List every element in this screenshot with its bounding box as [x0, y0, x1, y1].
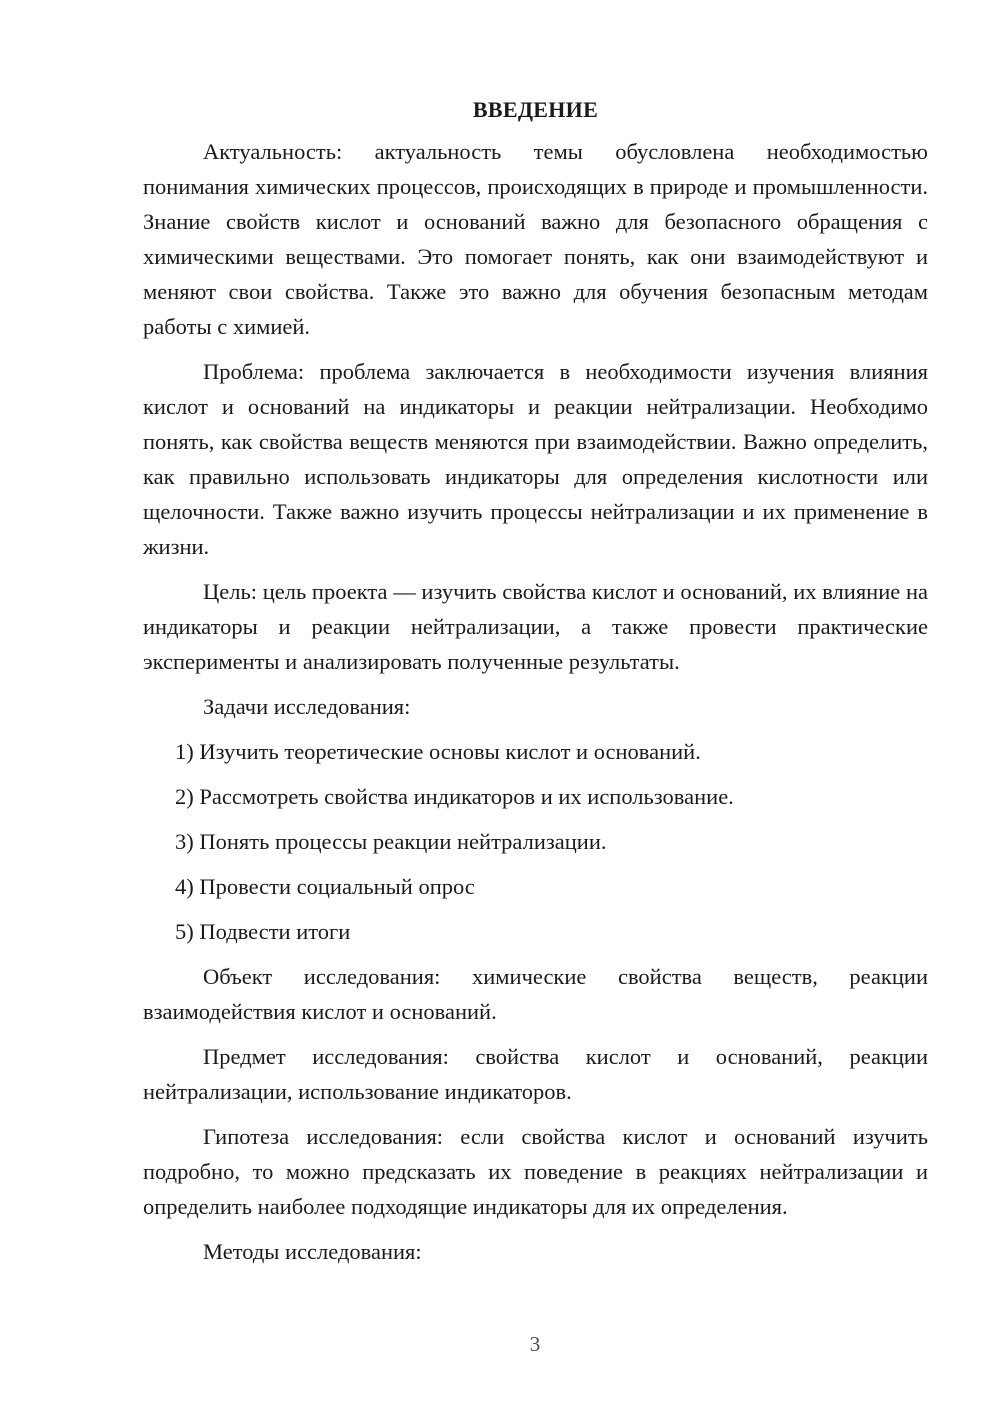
tasks-list [143, 734, 928, 949]
section-title: ВВЕДЕНИЕ [472, 97, 599, 122]
task-item: 2) Рассмотреть свойства индикаторов и их использование. [175, 784, 734, 809]
tasks-heading: Задачи исследования: [203, 694, 411, 719]
task-item: 1) Изучить теоретические основы кислот и оснований. [175, 739, 701, 764]
relevance-paragraph: Актуальность: актуальность темы обусловлена необходимостью понимания химических процессов, происходящих в природе и промышленности. Знание свойств кислот и оснований важно для безопасного обращения с химическими веществами. Это помогает понять, как они взаимодействуют и меняют свои свойства. Также это важно для обучения безопасным методам работы с химией. [143, 139, 928, 339]
task-item: 4) Провести социальный опрос [175, 874, 475, 899]
problem-paragraph: Проблема: проблема заключается в необходимости изучения влияния кислот и оснований на индикаторы и реакции нейтрализации. Необходимо понять, как свойства веществ меняются при взаимодействии. Важно определить, как правильно использовать индикаторы для определения кислотности или щелочности. Также важно изучить процессы нейтрализации и их применение в жизни. [143, 359, 928, 559]
task-item: 3) Понять процессы реакции нейтрализации. [175, 829, 607, 854]
goal-paragraph: Цель: цель проекта — изучить свойства кислот и оснований, их влияние на индикаторы и реакции нейтрализации, а также провести практические эксперименты и анализировать полученные результаты. [143, 579, 928, 674]
methods-heading: Методы исследования: [203, 1239, 422, 1264]
document-page [143, 92, 928, 1279]
task-item: 5) Подвести итоги [175, 919, 351, 944]
subject-paragraph: Предмет исследования: свойства кислот и оснований, реакции нейтрализации, использование индикаторов. [143, 1044, 928, 1104]
hypothesis-paragraph: Гипотеза исследования: если свойства кислот и оснований изучить подробно, то можно предсказать их поведение в реакциях нейтрализации и определить наиболее подходящие индикаторы для их определения. [143, 1124, 928, 1219]
object-paragraph: Объект исследования: химические свойства веществ, реакции взаимодействия кислот и оснований. [143, 964, 928, 1024]
page-number: 3 [529, 1332, 541, 1356]
